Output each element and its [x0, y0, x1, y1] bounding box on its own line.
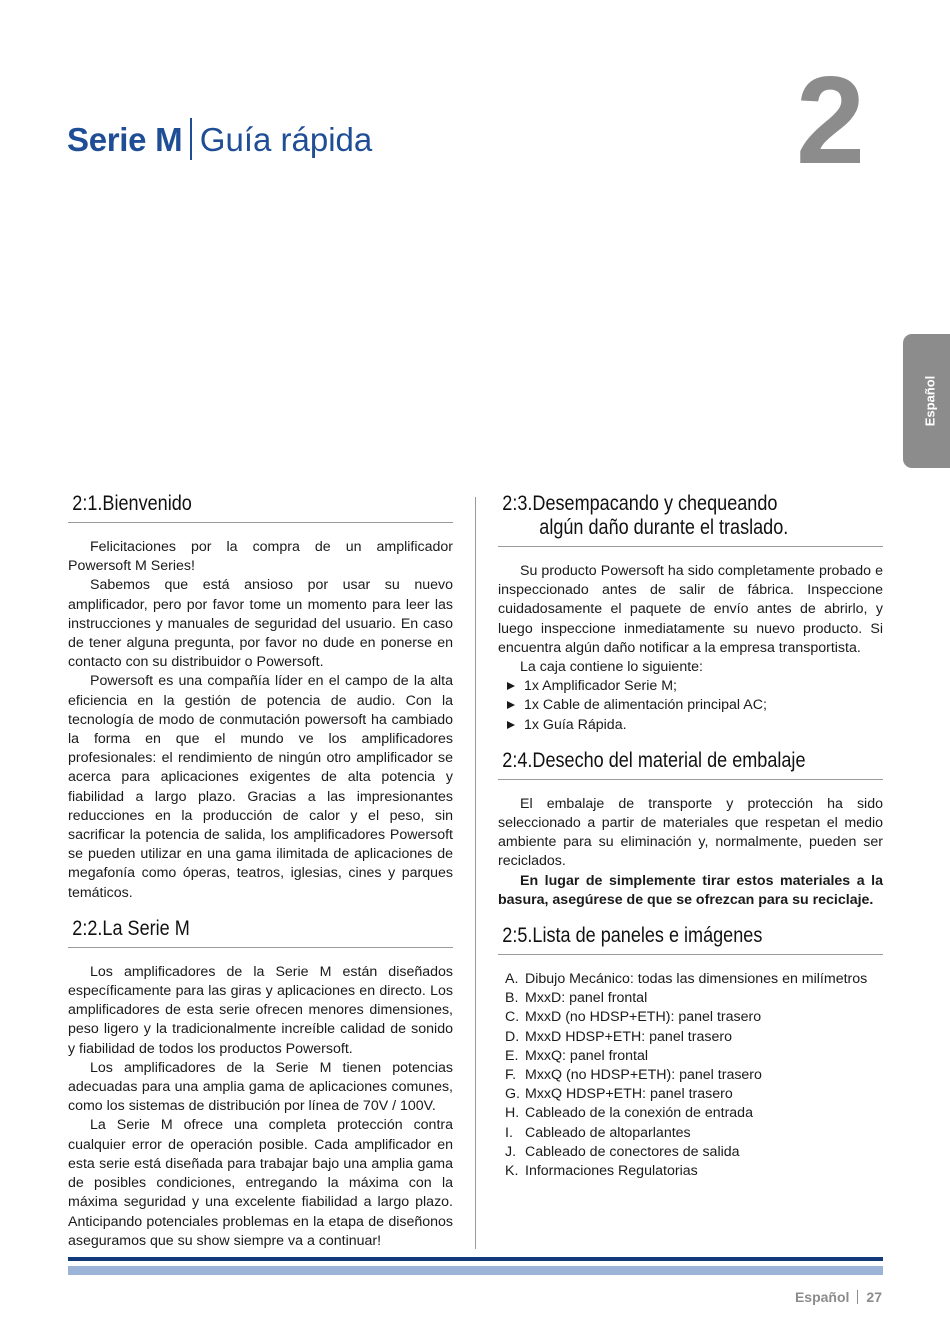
heading-rule [498, 546, 883, 547]
heading-line-2: algún daño durante el traslado. [539, 516, 789, 539]
paragraph: Su producto Powersoft ha sido completamente probado e inspeccionado antes de salir de fábrica. Inspeccione cuidadosamente el paquete de envío antes de abrirlo, y luego inspeccione inmediatamente su nuevo producto. Si encuentra algún daño notificar a la empresa transportista. [498, 563, 883, 656]
list-item: D. MxxD HDSP+ETH: panel trasero [505, 1028, 732, 1045]
heading-rule [68, 522, 453, 523]
section-desempacando [498, 492, 883, 735]
section-heading: 2:4.Desecho del material de embalaje [502, 748, 806, 772]
paragraph: Los amplificadores de la Serie M están diseñados específicamente para las giras y aplicaciones en directo. Los amplificadores de esta serie ofrecen menores dimensiones, peso ligero y la tradicionalmente increíble calidad de sonido y fiabilidad de todos los productos Powersoft. [68, 963, 453, 1057]
list-item: B. MxxD: panel frontal [505, 990, 648, 1007]
footer-language: Español [794, 1289, 850, 1305]
section-desecho [498, 749, 883, 910]
list-item: F. MxxQ (no HDSP+ETH): panel trasero [505, 1067, 762, 1084]
language-tab-label: Español [922, 375, 938, 427]
heading-rule [498, 779, 883, 780]
section-lista [498, 924, 883, 1181]
paragraph: Powersoft es una compañía líder en el campo de la alta eficiencia en la gestión de potencia de audio. Con la tecnología de modo de conmutación powersoft ha cambiado la forma en que el mundo ve los amplificadores profesionales: el rendimiento de ningún otro amplificador se acerca para aplicaciones exigentes de alta potencia y fiabilidad a largo plazo. Gracias a las impresionantes reducciones en la producción de calor y el peso, sin sacrificar la potencia de salida, los amplificadores Powersoft se pueden utilizar en una gama ilimitada de aplicaciones de megafonía como óperas, teatros, iglesias, cines y parques temáticos. [68, 673, 453, 901]
bold-paragraph: En lugar de simplemente tirar estos materiales a la basura, asegúrese de que se ofrezcan para su reciclaje. [498, 872, 883, 908]
heading-rule [68, 947, 453, 948]
list-item: C. MxxD (no HDSP+ETH): panel trasero [505, 1009, 762, 1026]
list-item: G. MxxQ HDSP+ETH: panel trasero [505, 1086, 733, 1103]
page-footer [795, 1289, 882, 1305]
section-bienvenido [68, 492, 453, 903]
section-heading [498, 492, 829, 540]
list-item: J. Cableado de conectores de salida [505, 1143, 740, 1160]
section-heading: 2:2.La Serie M [72, 916, 190, 940]
paragraph: La Serie M ofrece una completa protección contra cualquier error de operación posible. Cada amplificador en esta serie está diseñada para trabajar bajo una amplia gama de posibles condiciones, entregando la máxima con la máxima seguridad y una excelente fiabilidad a largo plazo. Anticipando potenciales problemas en la etapa de diseñonos aseguramos que su show siempre va a continuar! [68, 1117, 453, 1249]
heading-line-1: 2:3.Desempacando y chequeando [502, 492, 778, 515]
box-intro: La caja contiene lo siguiente: [520, 659, 703, 676]
section-heading: 2:5.Lista de paneles e imágenes [502, 924, 763, 948]
title-separator [190, 118, 192, 160]
column-divider [475, 497, 476, 1249]
paragraph: Felicitaciones por la compra de un amplificador Powersoft M Series! [68, 539, 453, 575]
section-heading: 2:1.Bienvenido [72, 492, 192, 515]
paragraph: Los amplificadores de la Serie M tienen potencias adecuadas para una amplia gama de aplicaciones comunes, como los sistemas de distribución por línea de 70V / 100V. [68, 1059, 453, 1115]
paragraph: Sabemos que está ansioso por usar su nuevo amplificador, pero por favor tome un momento para leer las instrucciones y manuales de seguridad del usuario. En caso de tener alguna pregunta, por favor no dude en ponerse en contacto con su distribuidor o Powersoft. [68, 577, 453, 671]
list-item: E. MxxQ: panel frontal [505, 1047, 649, 1064]
series-name: Serie M [67, 121, 183, 158]
list-item: K. Informaciones Regulatorias [505, 1163, 698, 1180]
list-item: 1x Cable de alimentación principal AC; [498, 696, 883, 715]
list-item: 1x Amplificador Serie M; [498, 677, 883, 696]
section-serie-m [68, 917, 453, 1251]
right-column [498, 492, 883, 1181]
footer-band-dark [68, 1257, 883, 1261]
list-item: A. Dibujo Mecánico: todas las dimensiones en milímetros [505, 971, 868, 988]
heading-rule [498, 954, 883, 955]
list-item: 1x Guía Rápida. [498, 716, 883, 735]
left-column [68, 492, 453, 1251]
footer-separator [857, 1290, 858, 1304]
paragraph: El embalaje de transporte y protección ha sido seleccionado a partir de materiales que respetan el medio ambiente para su eliminación y, normalmente, pueden ser reciclados. [498, 795, 883, 870]
footer-band-light [68, 1266, 883, 1275]
page-title [67, 118, 372, 162]
list-item: I. Cableado de altoparlantes [505, 1124, 691, 1141]
page-subtitle: Guía rápida [199, 121, 373, 158]
list-item: H. Cableado de la conexión de entrada [505, 1105, 753, 1122]
box-contents-list [498, 677, 883, 735]
panels-list [498, 970, 883, 1181]
chapter-number: 2 [796, 52, 865, 190]
page-number: 27 [866, 1289, 882, 1305]
language-tab [903, 334, 950, 468]
